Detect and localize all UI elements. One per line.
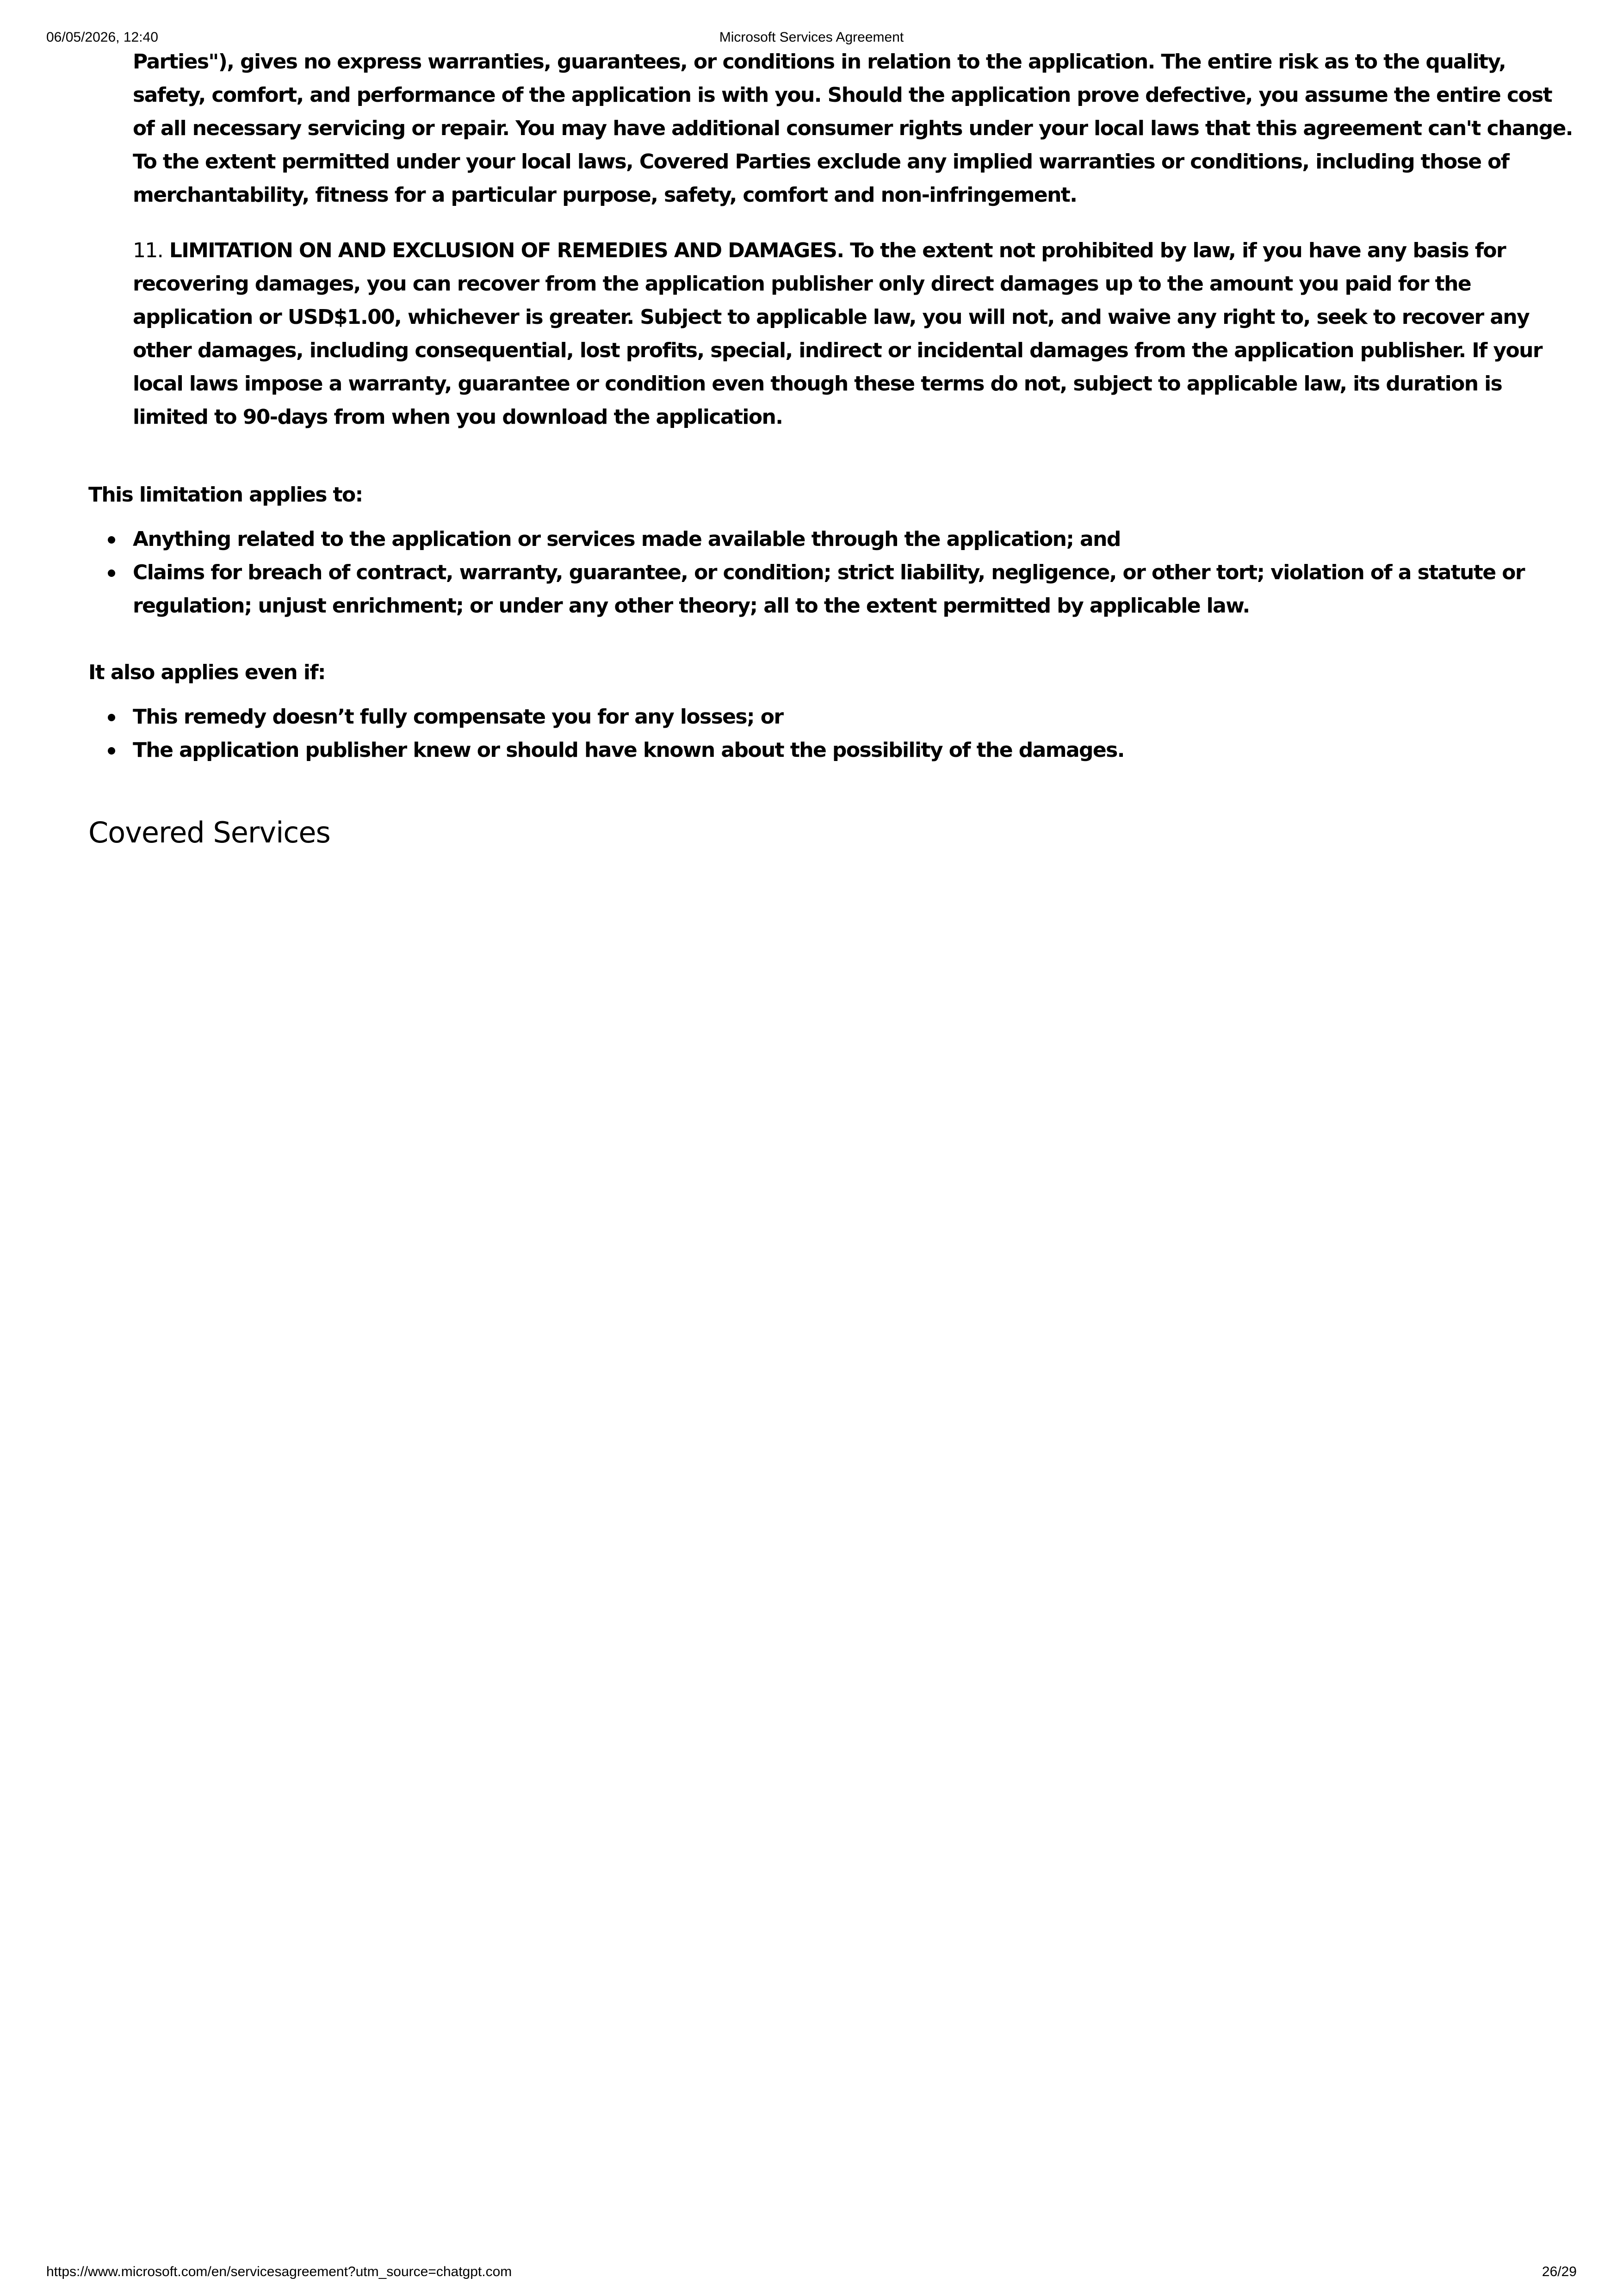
also-applies-list <box>88 700 1578 767</box>
list-item: This remedy doesn’t fully compensate you for any losses; or <box>88 700 1578 734</box>
print-footer <box>46 2265 1577 2282</box>
warranty-disclaimer-paragraph: Parties"), gives no express warranties, guarantees, or conditions in relation to the application. The entire risk as to the quality, safety, comfort, and performance of the application is with you. Should the application prove defective, you assume the entire cost of all necessary servicing or repair. You may have additional consumer rights under your local laws that this agreement can't change. To the extent permitted under your local laws, Covered Parties exclude any implied warranties or conditions, including those of merchantability, fitness for a particular purpose, safety, comfort and non-infringement. <box>133 50 1573 207</box>
clause-11-number: 11. <box>133 239 163 262</box>
document-body <box>88 45 1578 851</box>
list-item: The application publisher knew or should have known about the possibility of the damages. <box>88 734 1578 767</box>
print-page-number: 26/29 <box>1542 2264 1577 2279</box>
print-datetime: 06/05/2026, 12:40 <box>46 30 158 45</box>
limitation-applies-lead: This limitation applies to: <box>88 483 363 507</box>
covered-services-heading: Covered Services <box>88 816 330 849</box>
also-applies-lead: It also applies even if: <box>88 661 325 684</box>
warranty-disclaimer-section <box>133 45 1578 434</box>
print-source-url: https://www.microsoft.com/en/servicesagreement?utm_source=chatgpt.com <box>46 2264 512 2279</box>
print-document-title: Microsoft Services Agreement <box>719 30 904 45</box>
clause-11-text: LIMITATION ON AND EXCLUSION OF REMEDIES AND DAMAGES. To the extent not prohibited by law, if you have any basis for recovering damages, you can recover from the application publisher only direct damages up to the amount you paid for the application or USD$1.00, whichever is greater. Subject to applicable law, you will not, and waive any right to, seek to recover any other damages, including consequential, lost profits, special, indirect or incidental damages from the application publisher. If your local laws impose a warranty, guarantee or condition even though these terms do not, subject to applicable law, its duration is limited to 90-days from when you download the application. <box>133 239 1542 429</box>
clause-11-paragraph <box>133 234 1578 434</box>
list-item: Anything related to the application or services made available through the application; and <box>88 523 1578 556</box>
print-header <box>46 31 1577 47</box>
list-item: Claims for breach of contract, warranty, guarantee, or condition; strict liability, negligence, or other tort; violation of a statute or regulation; unjust enrichment; or under any other theory; all to the extent permitted by applicable law. <box>88 556 1578 623</box>
limitation-applies-list <box>88 523 1578 623</box>
